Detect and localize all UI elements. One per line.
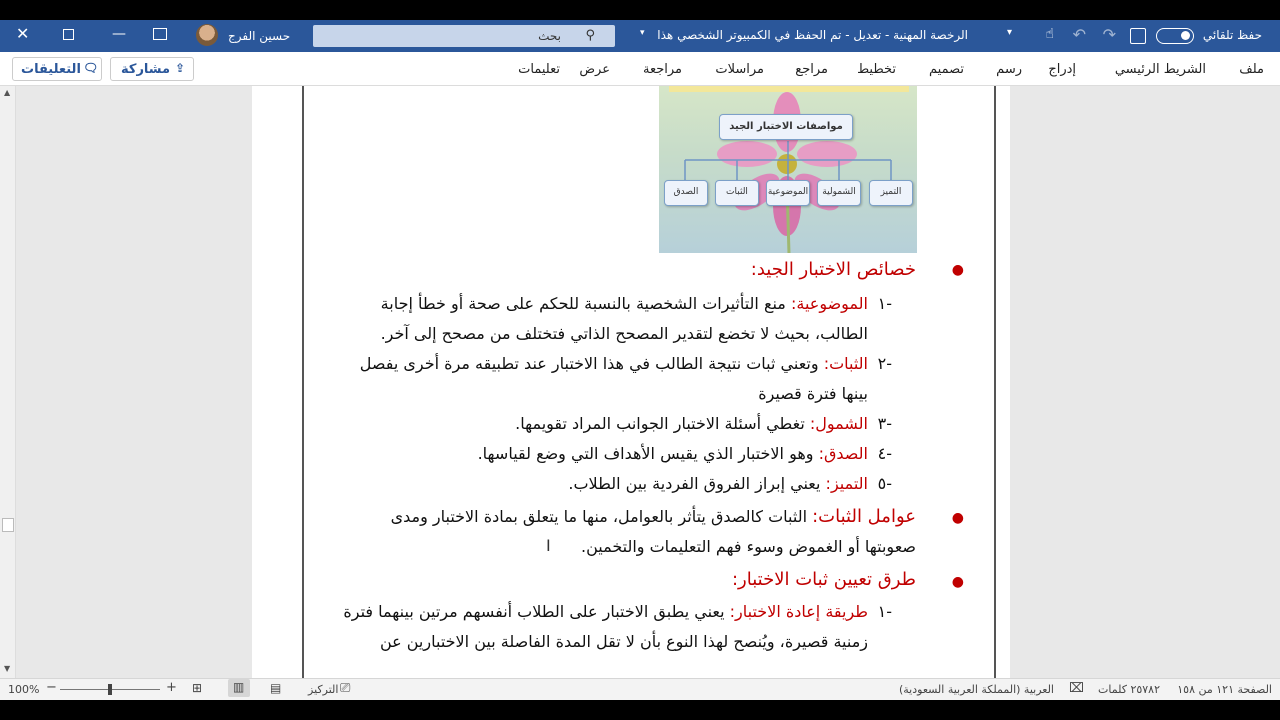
tab-home[interactable]: الشريط الرئيسي xyxy=(1114,62,1206,77)
title-bar xyxy=(0,20,1280,52)
item-number: -١ xyxy=(877,294,892,313)
doc-title: الرخصة المهنية - تعديل - تم الحفظ في الكمبيوتر الشخصي هذا xyxy=(657,28,968,42)
close-icon[interactable]: ✕ xyxy=(16,24,30,43)
search-box[interactable] xyxy=(313,25,615,47)
qat-customize-icon[interactable]: ▾ xyxy=(1006,27,1012,38)
tab-references[interactable]: مراجع xyxy=(795,62,828,77)
term-label: الموضوعية: xyxy=(790,294,868,313)
undo-icon[interactable]: ↶ xyxy=(1072,25,1086,44)
title-dropdown-icon[interactable]: ▾ xyxy=(640,28,645,38)
web-layout-icon[interactable]: ▤ xyxy=(270,681,282,695)
avatar[interactable] xyxy=(196,24,218,46)
item-number: -٤ xyxy=(877,444,892,463)
word-count[interactable]: ٢٥٧٨٢ كلمات xyxy=(1098,683,1160,696)
page-count[interactable]: الصفحة ١٢١ من ١٥٨ xyxy=(1177,683,1272,696)
restore-icon[interactable] xyxy=(63,29,74,40)
proofing-icon[interactable]: ⌧ xyxy=(1069,681,1084,696)
focus-icon[interactable]: ⎚ xyxy=(340,681,351,696)
tab-draw[interactable]: رسم xyxy=(996,62,1022,77)
list-item-continuation: زمنية قصيرة، ويُنصح لهذا النوع بأن لا تقل المدة الفاصلة بين الاختبارين عن xyxy=(379,632,868,651)
paragraph-line xyxy=(391,506,916,527)
bullet: ● xyxy=(951,262,964,278)
zoom-level[interactable]: 100% xyxy=(8,683,40,696)
paragraph-continuation: صعوبتها أو الغموض وسوء فهم التعليمات والتخمين. xyxy=(580,537,916,556)
tab-insert[interactable]: إدراج xyxy=(1048,62,1076,77)
toggle-knob xyxy=(1181,31,1190,40)
list-item-continuation: الطالب، بحيث لا تخضع لتقدير المصحح الذاتي فتختلف من مصحح إلى آخر. xyxy=(380,324,868,343)
diagram-image[interactable] xyxy=(659,86,917,253)
list-item xyxy=(478,444,868,463)
tab-review[interactable]: مراجعة xyxy=(642,62,682,77)
diagram-box-distinction: التميز xyxy=(869,180,913,206)
section-heading: عوامل الثبات: xyxy=(812,506,916,527)
item-number: -٥ xyxy=(877,474,892,493)
term-text: وتعني ثبات نتيجة الطالب في هذا الاختبار عند تطبيقه مرة أخرى يفصل xyxy=(359,354,824,373)
term-text: تغطي أسئلة الاختبار الجوانب المراد تقويمها. xyxy=(515,414,810,433)
tab-help[interactable]: تعليمات xyxy=(518,62,560,77)
term-label: التميز: xyxy=(825,474,868,493)
search-placeholder: بحث xyxy=(538,29,561,43)
item-number: -٣ xyxy=(877,414,892,433)
redo-icon[interactable]: ↷ xyxy=(1102,25,1116,44)
save-icon[interactable] xyxy=(1130,28,1146,44)
item-number: -٢ xyxy=(877,354,892,373)
search-icon: ⚲ xyxy=(585,28,595,43)
comment-icon: 🗨 xyxy=(83,61,99,75)
bullet: ● xyxy=(951,574,964,590)
share-icon: ⇪ xyxy=(175,61,186,75)
status-bar xyxy=(0,678,1280,700)
diagram-box-validity: الصدق xyxy=(664,180,708,206)
scroll-thumb[interactable] xyxy=(2,518,14,532)
tab-view[interactable]: عرض xyxy=(579,62,610,77)
scroll-down-icon[interactable]: ▼ xyxy=(4,664,11,673)
diagram-box-reliability: الثبات xyxy=(715,180,759,206)
document-text[interactable] xyxy=(300,256,980,676)
bullet: ● xyxy=(951,510,964,526)
zoom-slider-thumb[interactable] xyxy=(108,684,112,695)
share-button[interactable] xyxy=(110,57,194,81)
zoom-in-icon[interactable]: + xyxy=(166,680,177,695)
list-item xyxy=(381,294,868,313)
focus-label[interactable]: التركيز xyxy=(308,683,339,696)
term-text: يعني إبراز الفروق الفردية بين الطلاب. xyxy=(568,474,826,493)
section-heading: طرق تعيين ثبات الاختبار: xyxy=(731,569,916,590)
print-layout-icon[interactable] xyxy=(228,679,250,697)
list-item xyxy=(568,474,868,493)
comments-label: التعليقات xyxy=(21,62,81,77)
tab-file[interactable]: ملف xyxy=(1239,62,1264,77)
vertical-scrollbar[interactable] xyxy=(0,86,16,678)
term-label: الشمول: xyxy=(809,414,868,433)
autosave-toggle[interactable] xyxy=(1156,28,1194,44)
list-item xyxy=(343,602,868,621)
list-item xyxy=(360,354,868,373)
flower-illustration xyxy=(659,86,917,253)
tab-mailings[interactable]: مراسلات xyxy=(715,62,764,77)
term-text: وهو الاختبار الذي يقيس الأهداف التي وضع لقياسها. xyxy=(477,444,819,463)
list-item-continuation: بينها فترة قصيرة xyxy=(758,384,868,403)
diagram-box-comprehensiveness: الشمولية xyxy=(817,180,861,206)
paragraph-text: الثبات كالصدق يتأثر بالعوامل، منها ما يتعلق بمادة الاختبار ومدى xyxy=(390,507,813,526)
text-cursor-icon: I xyxy=(546,536,551,555)
list-item xyxy=(515,414,868,433)
section-heading: خصائص الاختبار الجيد: xyxy=(750,259,916,280)
ribbon-display-options-icon[interactable] xyxy=(153,28,167,40)
read-mode-icon[interactable]: ⊞ xyxy=(192,681,203,695)
term-text: يعني يطبق الاختبار على الطلاب أنفسهم مرتين بينهما فترة xyxy=(343,602,730,621)
scroll-up-icon[interactable]: ▲ xyxy=(4,88,11,97)
tab-layout[interactable]: تخطيط xyxy=(857,62,896,77)
touch-mode-icon[interactable]: ☝ xyxy=(1045,26,1054,42)
share-label: مشاركة xyxy=(121,62,171,77)
tab-design[interactable]: تصميم xyxy=(929,62,964,77)
term-text: منع التأثيرات الشخصية بالنسبة للحكم على صحة أو خطأ إجابة xyxy=(380,294,791,313)
term-label: الصدق: xyxy=(818,444,868,463)
diagram-title-box: مواصفات الاختبار الجيد xyxy=(719,114,853,140)
autosave-label: حفظ تلقائي xyxy=(1202,28,1262,42)
term-label: الثبات: xyxy=(823,354,868,373)
minimize-icon[interactable]: — xyxy=(112,26,126,42)
user-name[interactable]: حسين الفرج xyxy=(228,29,291,43)
comments-button[interactable] xyxy=(12,57,102,81)
ribbon xyxy=(0,52,1280,86)
diagram-box-objectivity: الموضوعية xyxy=(766,180,810,206)
language[interactable]: العربية (المملكة العربية السعودية) xyxy=(898,683,1054,696)
term-label: طريقة إعادة الاختبار: xyxy=(729,602,868,621)
item-number: -١ xyxy=(877,602,892,621)
print-layout-glyph: ▥ xyxy=(233,680,245,694)
zoom-out-icon[interactable]: − xyxy=(46,680,57,695)
